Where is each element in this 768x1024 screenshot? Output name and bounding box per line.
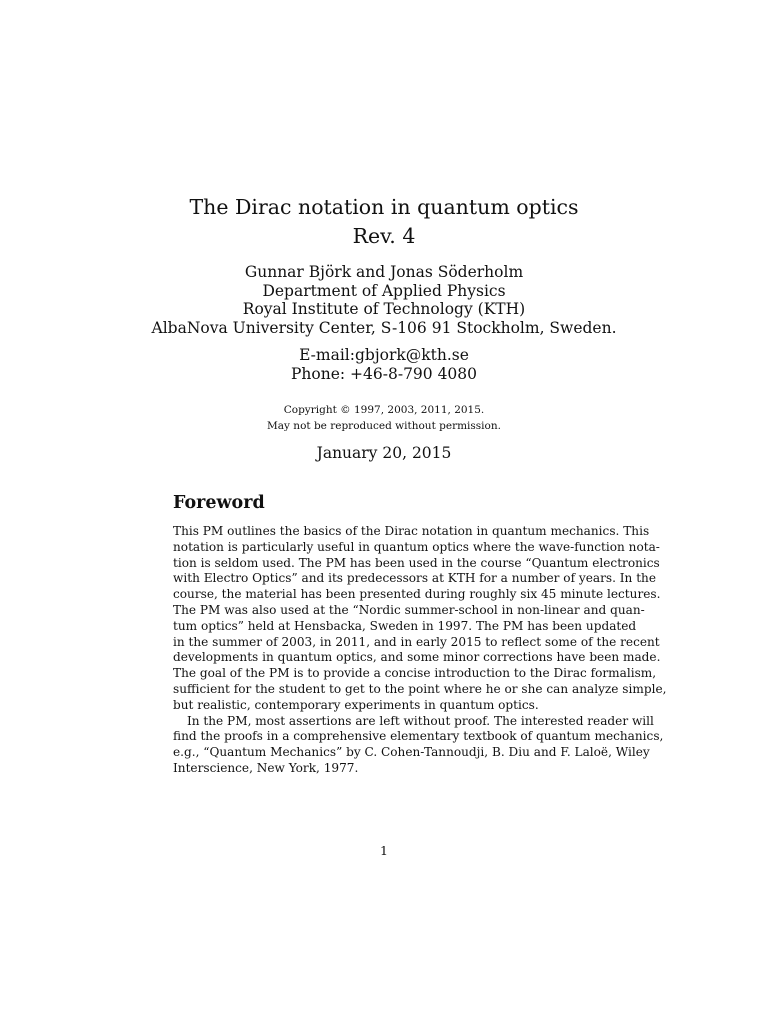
page-number: 1 (380, 843, 388, 858)
text-line: Interscience, New York, 1977. (173, 760, 359, 775)
foreword-heading: Foreword (173, 493, 265, 513)
foreword-body (173, 524, 667, 777)
text-line: notation is particularly useful in quantum optics where the wave-function nota- (173, 539, 660, 554)
author-department: Department of Applied Physics (262, 281, 506, 300)
title-line: The Dirac notation in quantum optics (189, 195, 579, 219)
contact-email: E-mail:gbjork@kth.se (299, 346, 469, 364)
text-line: The PM was also used at the “Nordic summer-school in non-linear and quan- (173, 602, 645, 617)
revision-line: Rev. 4 (352, 224, 416, 248)
foreword-paragraph-2 (173, 713, 664, 777)
author-block (0, 263, 768, 337)
text-line: find the proofs in a comprehensive elementary textbook of quantum mechanics, (173, 729, 664, 744)
author-names: Gunnar Björk and Jonas Söderholm (244, 263, 524, 281)
copyright-line: Copyright © 1997, 2003, 2011, 2015. (283, 404, 485, 416)
text-line: sufficient for the student to get to the point where he or she can analyze simple, (173, 681, 667, 696)
author-institute: Royal Institute of Technology (KTH) (242, 300, 526, 318)
text-line: tion is seldom used. The PM has been used in the course “Quantum electronics (173, 555, 660, 570)
foreword-paragraph-1 (173, 524, 667, 714)
text-line: in the summer of 2003, in 2011, and in early 2015 to reflect some of the recent (173, 634, 660, 649)
text-line: course, the material has been presented during roughly six 45 minute lectures. (173, 587, 661, 602)
text-line: but realistic, contemporary experiments in quantum optics. (173, 697, 539, 712)
contact-phone: Phone: +46-8-790 4080 (290, 364, 478, 383)
text-line: e.g., “Quantum Mechanics” by C. Cohen-Tannoudji, B. Diu and F. Laloë, Wiley (173, 745, 650, 760)
text-line: tum optics” held at Hensbacka, Sweden in 1997. The PM has been updated (173, 618, 637, 633)
text-line: with Electro Optics” and its predecessors at KTH for a number of years. In the (173, 571, 657, 586)
reproduction-notice: May not be reproduced without permission. (267, 420, 501, 432)
copyright-notice (0, 402, 768, 434)
text-line: developments in quantum optics, and some minor corrections have been made. (173, 650, 661, 665)
document-date: January 20, 2015 (316, 444, 452, 462)
text-line: In the PM, most assertions are left without proof. The interested reader will (187, 713, 654, 728)
text-line: The goal of the PM is to provide a concise introduction to the Dirac formalism, (173, 666, 657, 681)
text-line: This PM outlines the basics of the Dirac notation in quantum mechanics. This (173, 524, 650, 538)
document-title (0, 193, 768, 251)
author-address: AlbaNova University Center, S-106 91 Stockholm, Sweden. (151, 318, 617, 337)
contact-block (0, 346, 768, 383)
